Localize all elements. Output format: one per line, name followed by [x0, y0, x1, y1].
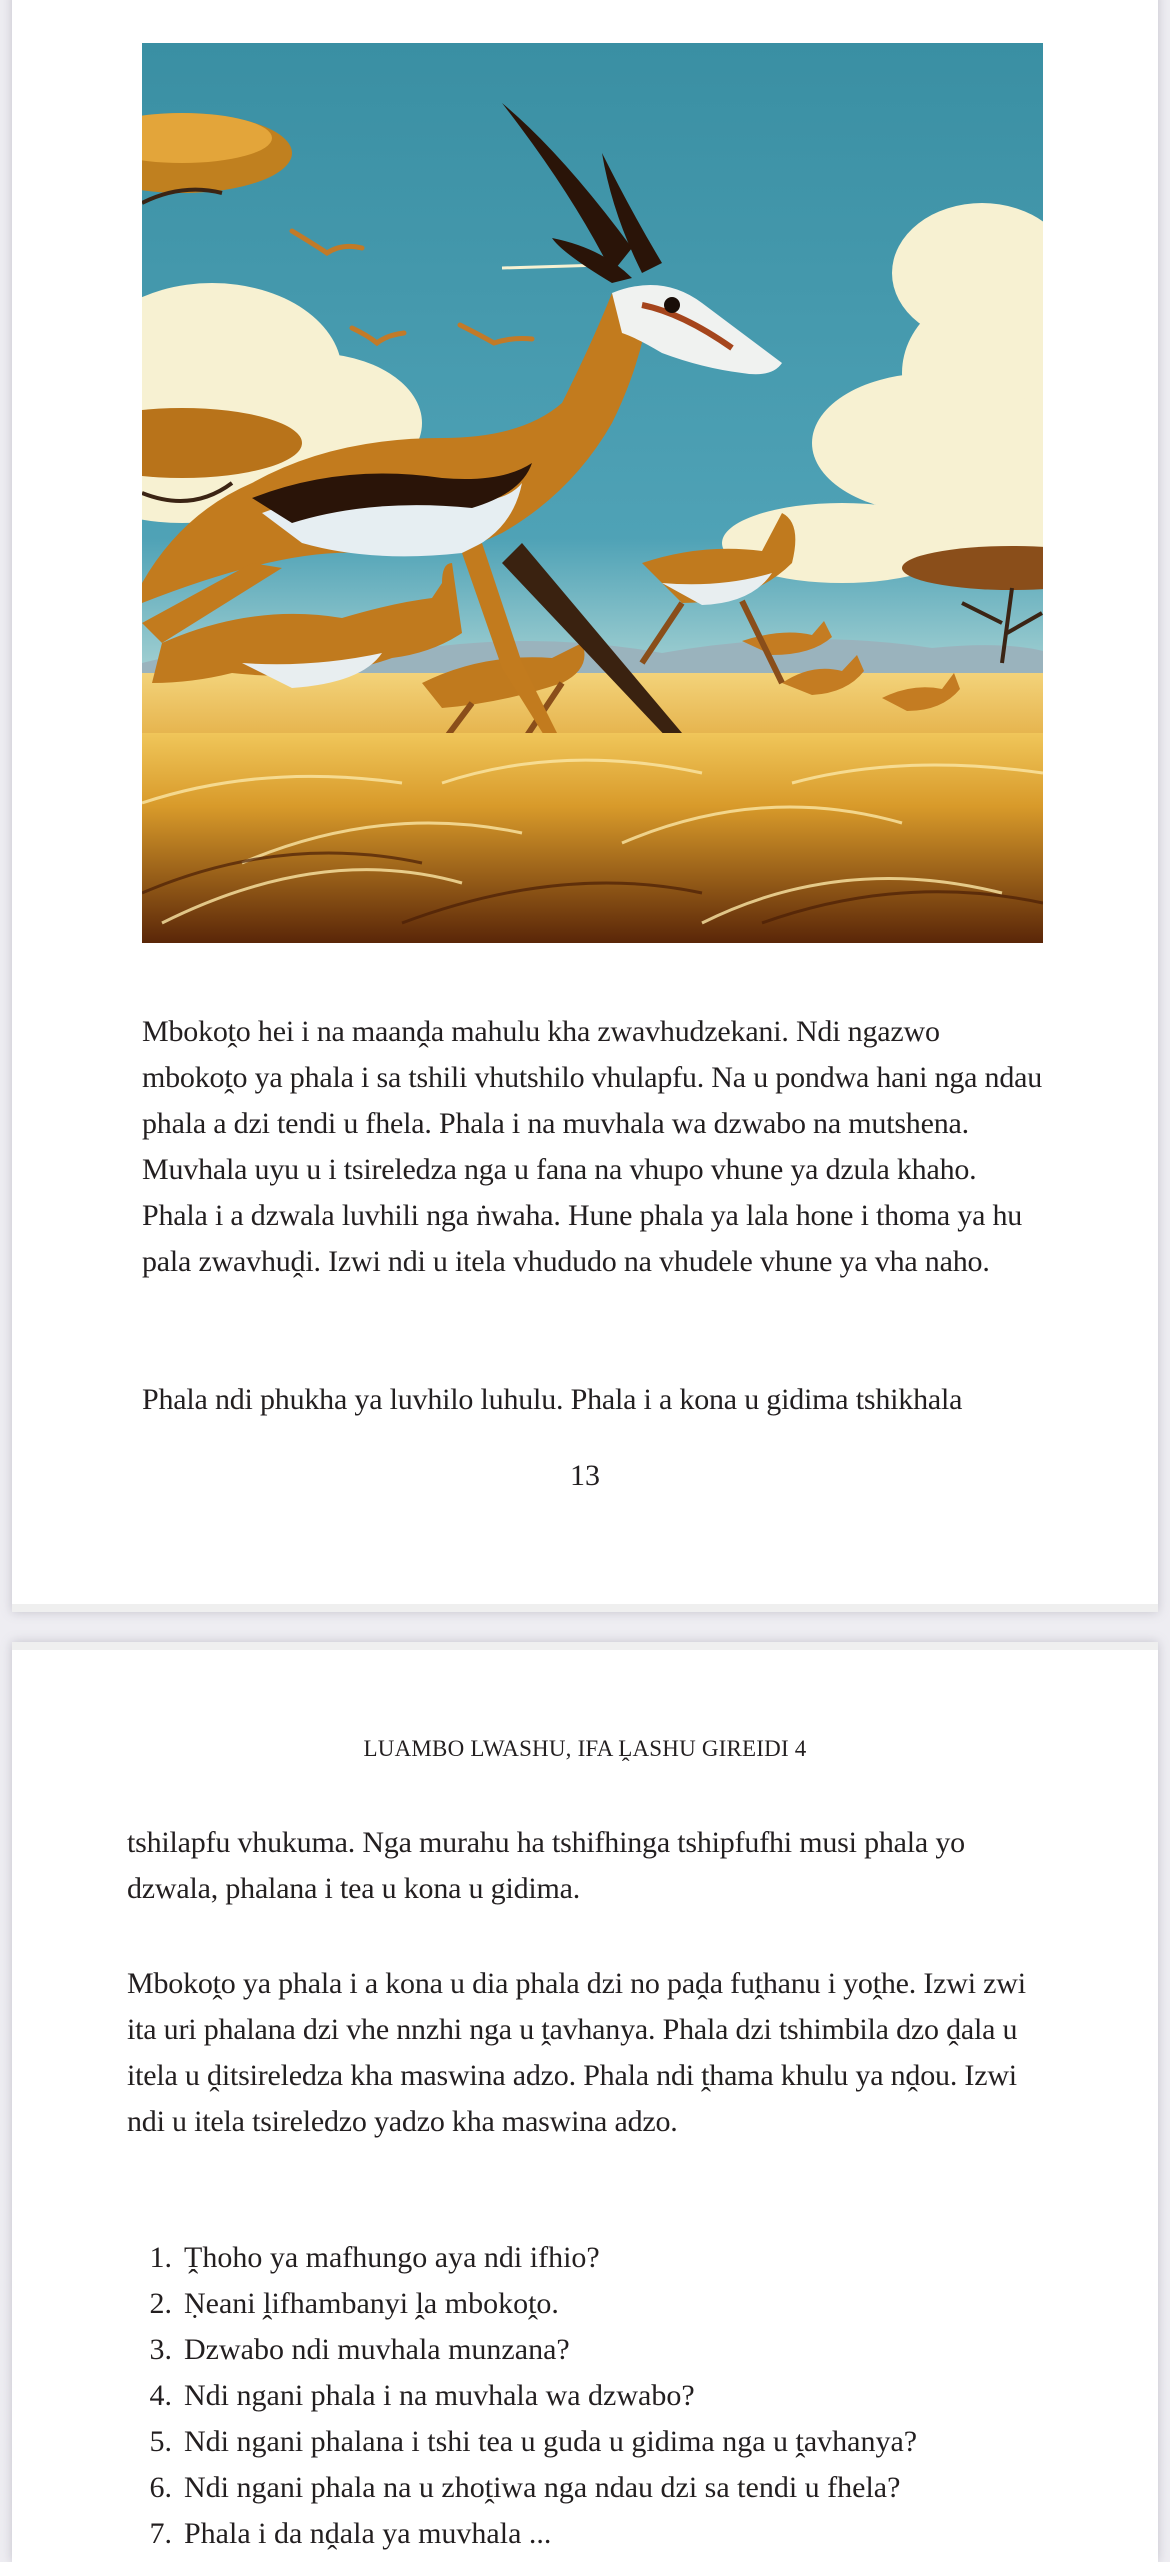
- question-text: Dzwabo ndi muvhala munzana?: [184, 2333, 570, 2366]
- comprehension-questions-list: [134, 2235, 1054, 2557]
- body-paragraph: Phala ndi phukha ya luvhilo luhulu. Phala i a kona u gidima tshikhala: [142, 1383, 963, 1416]
- question-number: 6.: [149, 2471, 172, 2504]
- question-text: Ndi ngani phalana i tshi tea u guda u gidima nga u ṱavhanya?: [184, 2425, 918, 2458]
- question-text: Phala i da nḓala ya muvhala ...: [184, 2517, 552, 2550]
- question-item: [134, 2327, 1054, 2373]
- question-text: Ndi ngani phala na u zhoṱiwa nga ndau dzi sa tendi u fhela?: [184, 2471, 901, 2504]
- question-text: Ndi ngani phala i na muvhala wa dzwabo?: [184, 2379, 695, 2412]
- page-number: 13: [570, 1459, 600, 1492]
- document-page-13: [12, 0, 1158, 1612]
- document-page-14: [12, 1642, 1158, 2562]
- question-text: Ṇeani ḽifhambanyi ḽa mbokoṱo.: [184, 2287, 559, 2320]
- body-paragraph: Mbokoṱo ya phala i a kona u dia phala dzi no paḓa fuṱhanu i yoṱhe. Izwi zwi ita uri phalana dzi vhe nnzhi nga u ṱavhanya. Phala dzi tshimbila dzo ḓala u itela u ḓitsireledza kha maswina adzo. Phala ndi ṱhama khulu ya nḓou. Izwi ndi u itela tsireledzo yadzo kha maswina adzo.: [127, 1967, 1026, 2138]
- running-header: LUAMBO LWASHU, IFA ḼASHU GIREIDI 4: [363, 1736, 807, 1761]
- question-item: [134, 2235, 1054, 2281]
- question-number: 1.: [149, 2241, 172, 2274]
- question-number: 7.: [149, 2517, 172, 2550]
- question-number: 5.: [149, 2425, 172, 2458]
- question-item: [134, 2511, 1054, 2557]
- body-paragraph: tshilapfu vhukuma. Nga murahu ha tshifhinga tshipfufhi musi phala yo dzwala, phalana i tea u kona u gidima.: [127, 1826, 965, 1905]
- question-item: [134, 2419, 1054, 2465]
- question-item: [134, 2373, 1054, 2419]
- question-item: [134, 2281, 1054, 2327]
- question-number: 4.: [149, 2379, 172, 2412]
- question-number: 3.: [149, 2333, 172, 2366]
- question-text: Ṱhoho ya mafhungo aya ndi ifhio?: [184, 2241, 600, 2274]
- illustration-artwork: [142, 43, 1043, 943]
- question-number: 2.: [149, 2287, 172, 2320]
- question-item: [134, 2465, 1054, 2511]
- springbok-illustration: [142, 43, 1043, 943]
- body-paragraph: Mbokoṱo hei i na maanḓa mahulu kha zwavhudzekani. Ndi ngazwo mbokoṱo ya phala i sa tshili vhutshilo vhulapfu. Na u pondwa hani nga ndau phala a dzi tendi u fhela. Phala i na muvhala wa dzwabo na mutshena. Muvhala uyu u i tsireledza nga u fana na vhupo vhune ya dzula khaho. Phala i a dzwala luvhili nga ṅwaha. Hune phala ya lala hone i thoma ya hu pala zwavhuḓi. Izwi ndi u itela vhududo na vhudele vhune ya vha naho.: [142, 1015, 1043, 1278]
